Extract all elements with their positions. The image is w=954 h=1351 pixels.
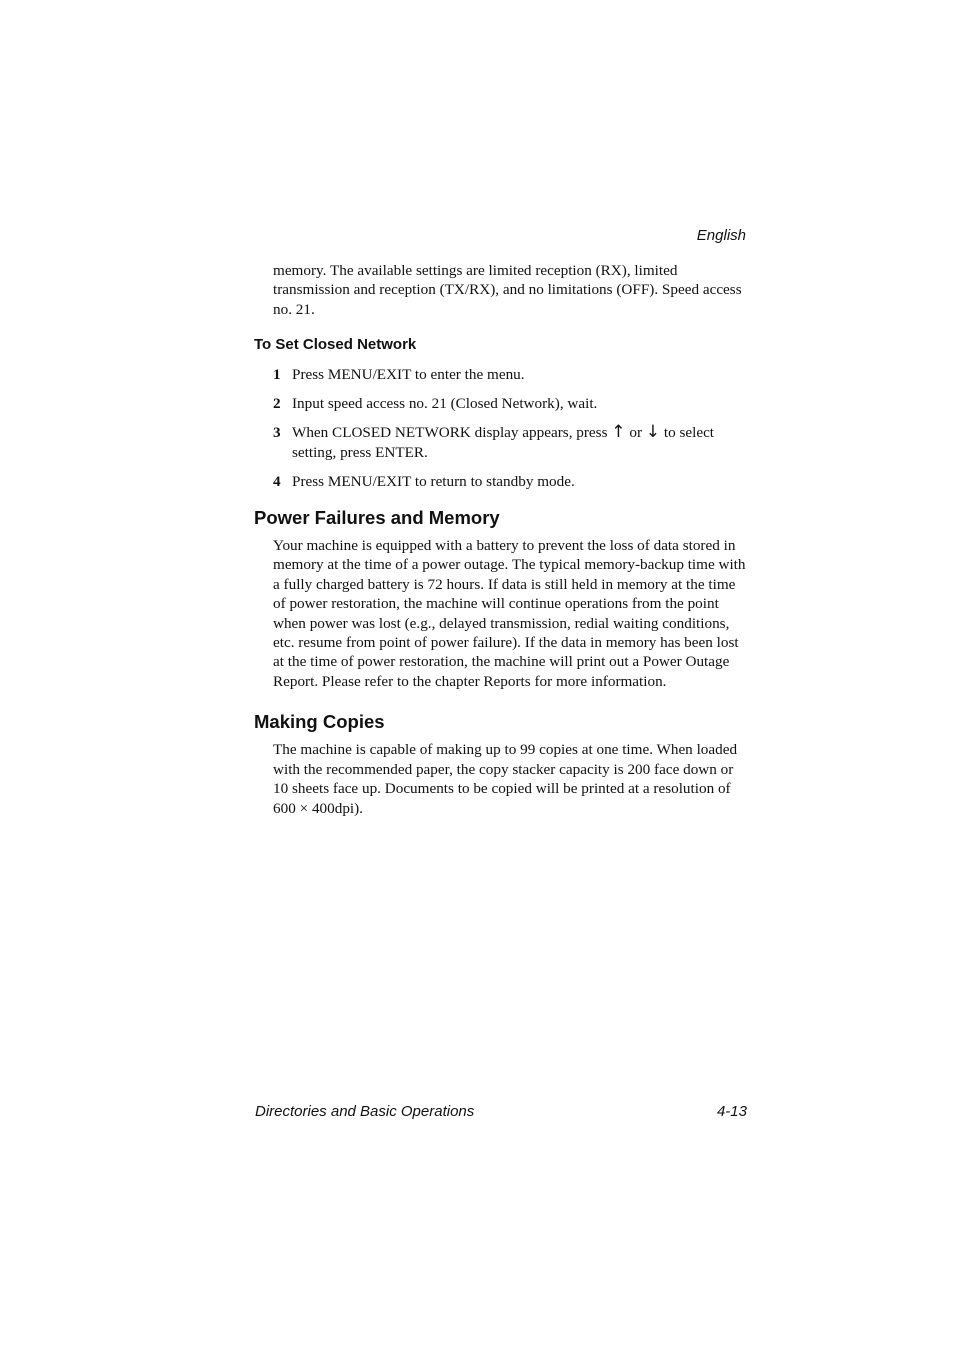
making-copies-heading: Making Copies [254, 711, 385, 733]
footer-chapter-title: Directories and Basic Operations [255, 1103, 475, 1120]
step-text-before: When CLOSED NETWORK display appears, press [292, 424, 612, 442]
intro-paragraph: memory. The available settings are limited reception (RX), limited transmission and reception (TX/RX), and no limitations (OFF). Speed access no. 21. [273, 262, 742, 318]
step-number: 1 [273, 366, 281, 384]
list-item [273, 394, 748, 413]
step-text: Press MENU/EXIT to enter the menu. [292, 366, 525, 384]
step-text: Input speed access no. 21 (Closed Network), wait. [292, 395, 598, 413]
step-number: 3 [273, 424, 281, 442]
step-number: 2 [273, 395, 281, 413]
language-header: English [696, 227, 746, 244]
closed-network-heading: To Set Closed Network [254, 336, 417, 354]
step-text [292, 423, 748, 462]
making-copies-paragraph: The machine is capable of making up to 99 copies at one time. When loaded with the recommended paper, the copy stacker capacity is 200 face down or 10 sheets face up. Documents to be copied will be printed at a resolution of 600 × 400dpi). [273, 741, 738, 817]
down-arrow-icon: ↓ [645, 422, 661, 443]
page-number: 4-13 [716, 1103, 747, 1120]
up-arrow-icon: ↑ [611, 422, 626, 443]
closed-network-steps [273, 365, 748, 491]
list-item [273, 472, 748, 491]
page-footer [255, 1103, 747, 1121]
list-item [273, 423, 748, 462]
step-text-after: to select setting, press ENTER. [292, 424, 715, 461]
step-text-or: or [625, 424, 646, 442]
step-number: 4 [273, 472, 281, 490]
list-item [273, 365, 748, 384]
power-failures-paragraph: Your machine is equipped with a battery to prevent the loss of data stored in memory at the time of a power outage. The typical memory-backup time with a fully charged battery is 72 hours. If data is still held in memory at the time of power restoration, the machine will continue operations from the point when power was lost (e.g., delayed transmission, redial waiting conditions, etc. resume from point of power failure). If the data in memory has been lost at the time of power restoration, the machine will print out a Power Outage Report. Please refer to the chapter Reports for more information. [273, 537, 746, 690]
page-content [254, 261, 748, 818]
step-text: Press MENU/EXIT to return to standby mode. [292, 472, 575, 490]
power-failures-heading: Power Failures and Memory [254, 507, 500, 529]
